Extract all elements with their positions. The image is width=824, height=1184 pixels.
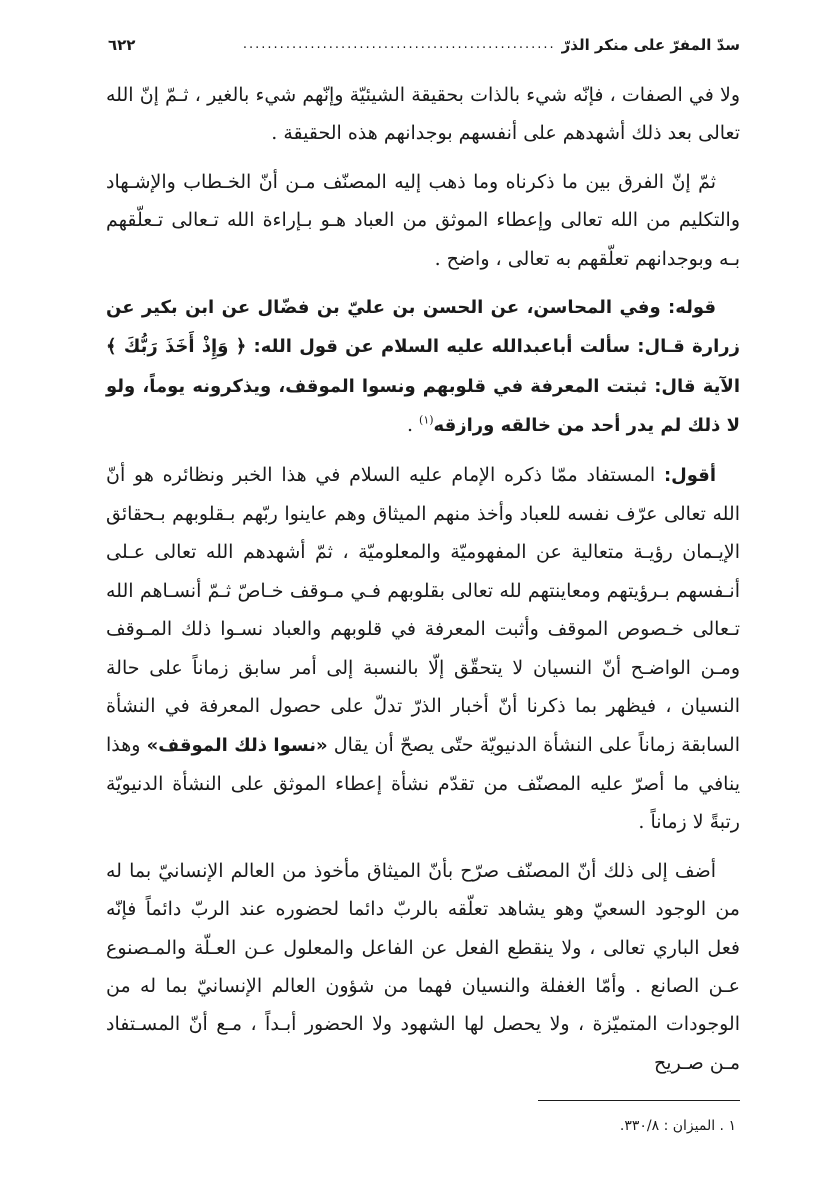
commentary-text-a: المستفاد ممّا ذكره الإمام عليه السلام في هذا الخبر ونظائره هو أنّ الله تعالى عرّف نفسه للعباد وأخذ منهم الميثاق وهم عاينوا ربّهم بـقلوبهم بـحقائق الإيـمان رؤيـة متعالية عن المفهوميّة والمعلوميّة ، ثمّ أشهدهم الله تعالى عـلى أنـفسهم بـرؤيتهم ومعاينتهم لله تعالى بقلوبهم فـي مـوقف خـاصّ ثـمّ أنسـاهم الله تـعالى خـصوص الموقف وأثبت المعرفة في قلوبهم والعباد نسـوا ذلك المـوقف ومـن الواضـح أنّ النسيان لا يتحقّق إلّا بالنسبة إلى أمر سابق زماناً على حالة النسيان ، فيظهر بما ذكرنا أنّ أخبار الذرّ تدلّ على حصول المعرفة في النشأة السابقة زماناً على النشأة الدنيويّة حتّى يصحّ أن يقال xyxy=(106,463,740,756)
commentary-emphasis: «نسوا ذلك الموقف» xyxy=(146,734,328,756)
running-title: سدّ المفرّ على منكر الذرّ xyxy=(561,36,740,54)
footnote-divider xyxy=(538,1100,740,1101)
paragraph-5: أضف إلى ذلك أنّ المصنّف صرّح بأنّ الميثاق مأخوذ من العالم الإنسانيّ بما له من الوجود السعيّ وهو يشاهد تعلّقه بالربّ دائما لحضوره عند الربّ دائماً فإنّه فعل الباري تعالى ، ولا ينقطع الفعل عن الفاعل والمعلول عـن العـلّة والمـصنوع عـن الصانع . وأمّا الغفلة والنسيان فهما من شؤون العالم الإنسانيّ بما له من الوجودات المتميّزة ، ولا يحصل لها الشهود ولا الحضور أبـداً ، مـع أنّ المسـتفاد مـن صـريح xyxy=(106,859,740,1074)
paragraph-quote xyxy=(106,288,740,446)
paragraph-2: ثمّ إنّ الفرق بين ما ذكرناه وما ذهب إليه المصنّف مـن أنّ الخـطاب والإشـهاد والتكليم من الله تعالى وإعطاء الموثق من العباد هـو بـإراءة الله تـعالى تـعلّقهم بـه وبوجدانهم تعلّقهم به تعالى ، واضح . xyxy=(106,170,740,270)
paragraph-commentary xyxy=(106,456,740,842)
commentary-lead: أقول: xyxy=(663,464,716,486)
footnote-marker: (١) xyxy=(419,413,434,427)
paragraph-1: ولا في الصفات ، فإنّه شيء بالذات بحقيقة الشيئيّة وإنّهم شيء بالغير ، ثـمّ إنّ الله تعالى بعد ذلك أشهدهم على أنفسهم بوجدانهم هذه الحقيقة . xyxy=(106,84,740,145)
commentary-text-b: وهذا ينافي ما أصرّ عليه المصنّف من تقدّم نشأة إعطاء الموثق على النشأة الدنيويّة رتبةً لا زماناً . xyxy=(106,733,740,834)
quoted-hadith: قوله: وفي المحاسن، عن الحسن بن عليّ بن فضّال عن ابن بكير عن زرارة قـال: سألت أباعبدالله عليه السلام عن قول الله: ﴿ وَإِذْ أَخَذَ رَبُّكَ ﴾ الآية قال: ثبتت المعرفة في قلوبهم ونسوا الموقف، ويذكرونه يوماً، ولو لا ذلك لم يدر أحد من خالقه ورازقه xyxy=(106,297,740,437)
header-leader-dots: ................................................... xyxy=(242,37,556,52)
footnote: ١ . الميزان : ٣٣٠/٨. xyxy=(619,1118,736,1134)
body-text xyxy=(106,76,740,1092)
quote-end: . xyxy=(406,414,420,437)
page-header xyxy=(108,30,740,60)
page-number: ٦٢٢ xyxy=(108,36,136,54)
